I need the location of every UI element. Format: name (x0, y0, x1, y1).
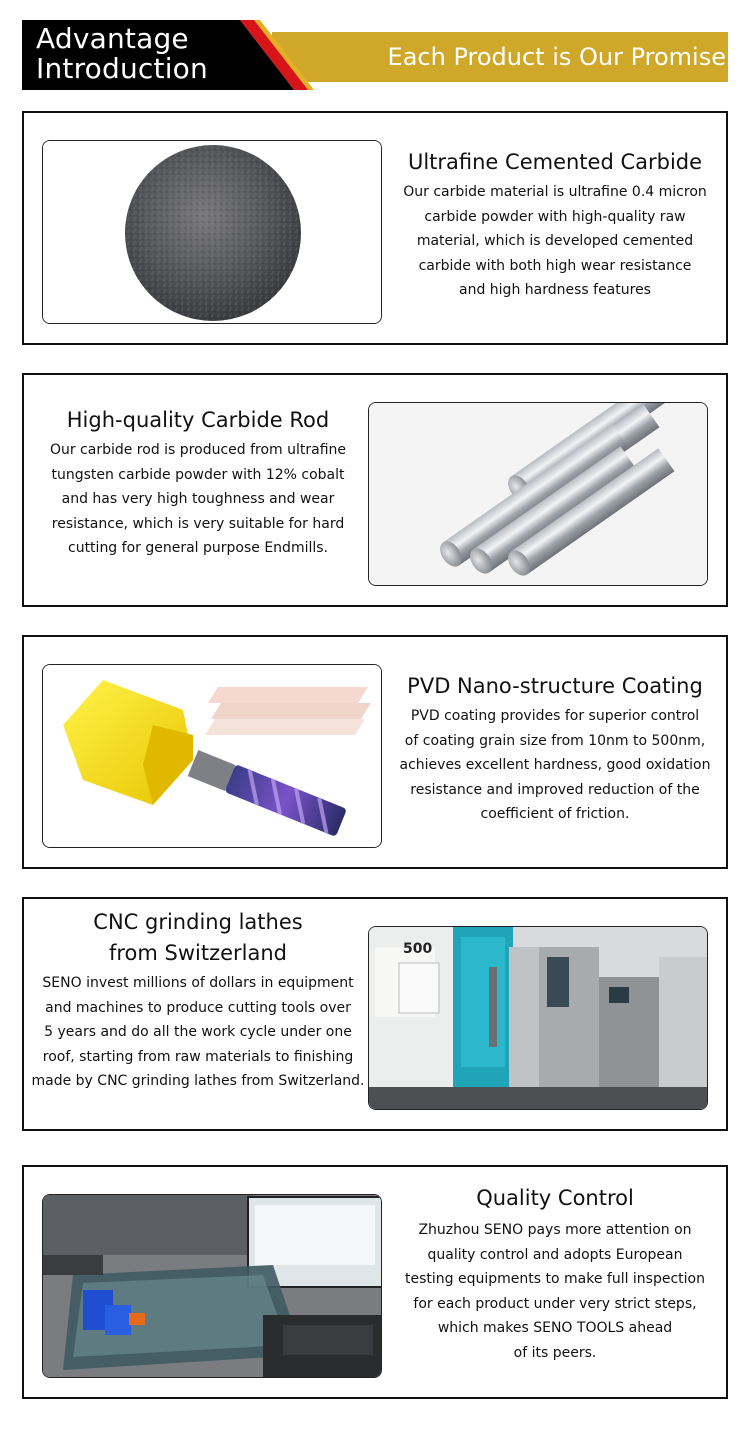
banner-slogan: Each Product is Our Promise (387, 43, 726, 71)
section-text (392, 671, 718, 827)
section-body: Our carbide material is ultrafine 0.4 micron carbide powder with high-quality raw material, which is developed cemented carbide with both high wear resistance and high hardness features (403, 184, 707, 298)
banner-title-line1: Advantage (36, 22, 189, 55)
section-body: Our carbide rod is produced from ultrafine tungsten carbide powder with 12% cobalt and has very high toughness and wear resistance, which is very suitable for hard cutting for general purpose Endmills. (49, 442, 347, 556)
section-title: Ultrafine Cemented Carbide (407, 150, 703, 174)
carbide-rods-image (368, 402, 708, 586)
section-carbide-rod (22, 373, 728, 607)
section-cnc-grinding (22, 897, 728, 1131)
section-text (392, 147, 718, 303)
section-title-line2: from Switzerland (108, 941, 288, 965)
header-banner (22, 20, 728, 90)
section-title: Quality Control (476, 1186, 634, 1210)
section-body: SENO invest millions of dollars in equipment and machines to produce cutting tools over 5 years and do all the work cycle under one roof, starting from raw materials to finishing made by CNC grinding lathes from Switzerland. (31, 975, 365, 1089)
machine-label: 500 (403, 941, 433, 957)
banner-title (36, 24, 208, 84)
section-title: High-quality Carbide Rod (66, 408, 330, 432)
section-title (30, 907, 366, 969)
cnc-workshop-image (368, 926, 708, 1110)
quality-inspection-image (42, 1194, 382, 1378)
section-text (30, 907, 366, 1094)
section-title: PVD Nano-structure Coating (407, 674, 703, 698)
section-title-line1: CNC grinding lathes (93, 910, 303, 934)
coated-endmill-image (42, 664, 382, 848)
section-quality-control (22, 1165, 728, 1399)
section-body: PVD coating provides for superior control of coating grain size from 10nm to 500nm, achieves excellent hardness, good oxidation resistance and improved reduction of the coefficient of friction. (399, 708, 711, 822)
carbide-powder-image (42, 140, 382, 324)
section-pvd-coating (22, 635, 728, 869)
section-ultrafine-carbide (22, 111, 728, 345)
section-body: Zhuzhou SENO pays more attention on quality control and adopts European testing equipments to make full inspection for each product under very strict steps, which makes SENO TOOLS ahead of its peers. (405, 1222, 705, 1361)
banner-title-line2: Introduction (36, 52, 208, 85)
section-text (34, 405, 362, 561)
section-text (392, 1183, 718, 1365)
